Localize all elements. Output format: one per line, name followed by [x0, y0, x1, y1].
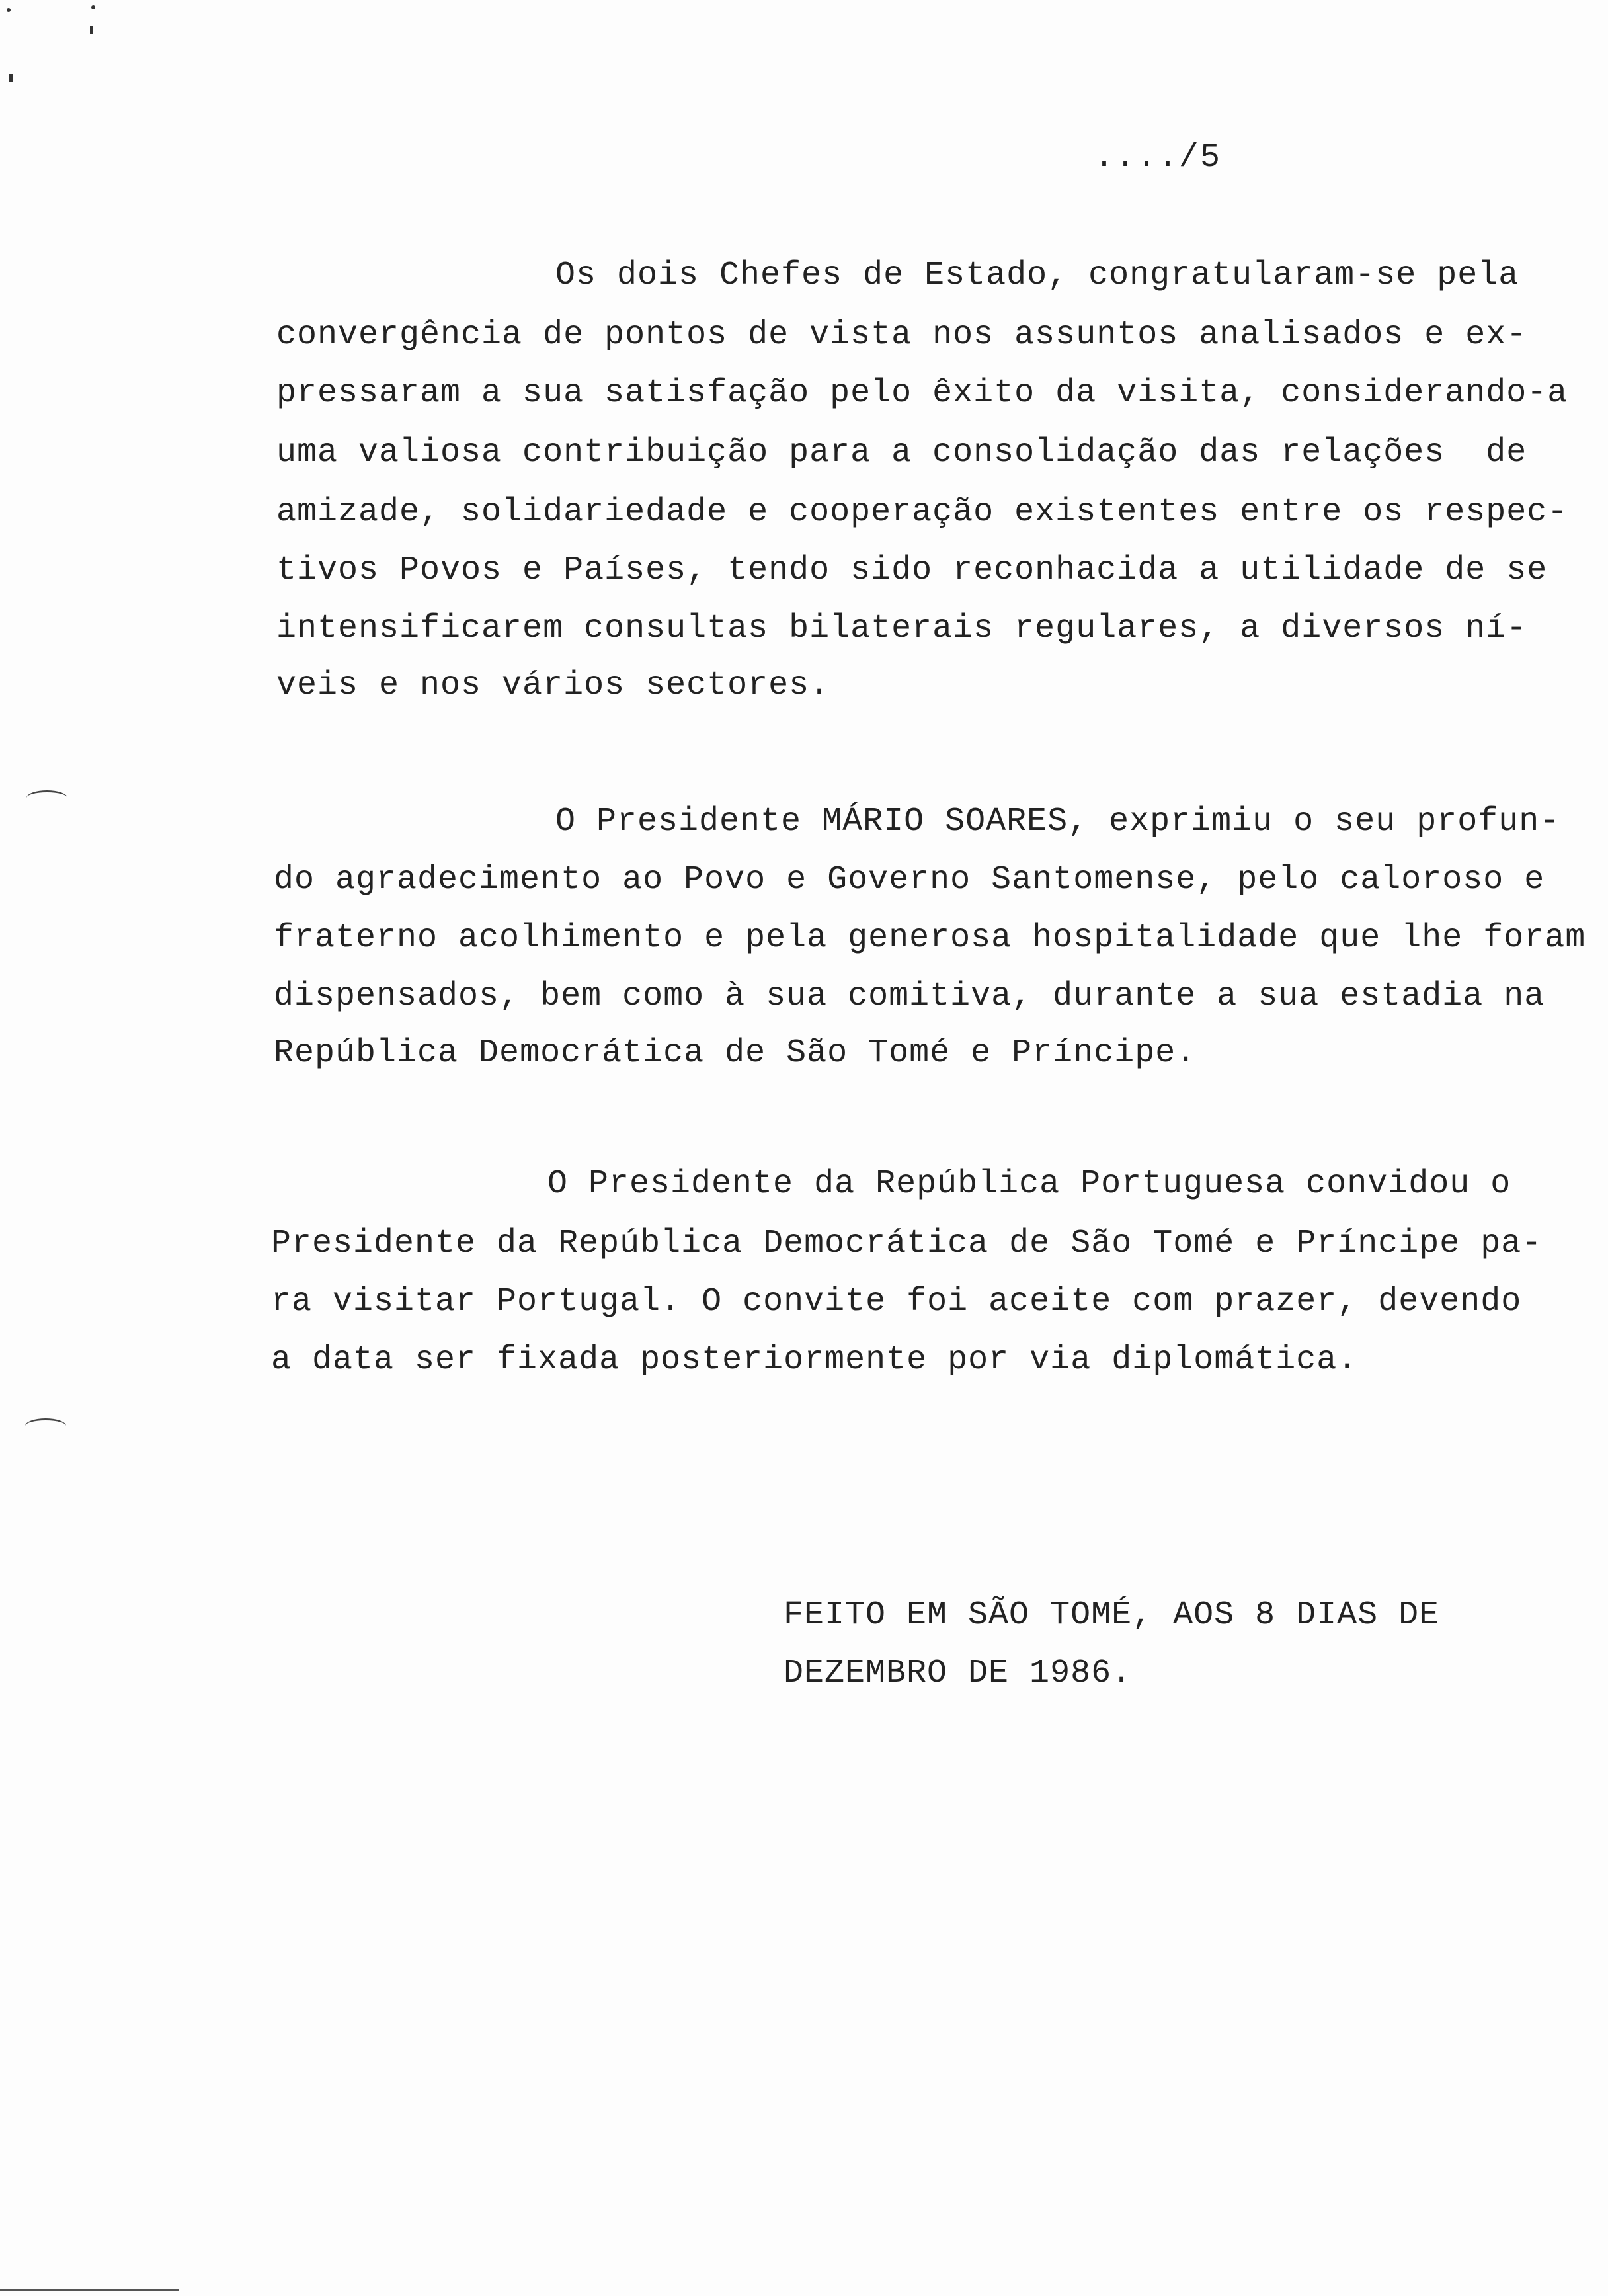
closing-line: FEITO EM SÃO TOMÉ, AOS 8 DIAS DE: [784, 1596, 1440, 1634]
scan-dot: [9, 74, 13, 82]
paragraph-line: pressaram a sua satisfação pelo êxito da visita, considerando-a: [276, 374, 1568, 412]
paragraph-line: amizade, solidariedade e cooperação existentes entre os respec-: [276, 493, 1568, 531]
scan-dot: [90, 26, 93, 34]
paragraph-line: dispensados, bem como à sua comitiva, durante a sua estadia na: [274, 977, 1545, 1015]
page-number: ..../5: [1094, 139, 1222, 177]
paragraph-line: convergência de pontos de vista nos assuntos analisados e ex-: [276, 316, 1527, 354]
scan-dot: [7, 8, 11, 12]
paragraph-line: tivos Povos e Países, tendo sido reconhacida a utilidade de se: [276, 552, 1548, 589]
paragraph-line: a data ser fixada posteriormente por via diplomática.: [271, 1341, 1358, 1379]
scan-edge-line: [0, 2289, 179, 2291]
paragraph-line: Presidente da República Democrática de São Tomé e Príncipe pa-: [271, 1225, 1543, 1262]
paragraph-line: intensificarem consultas bilaterais regulares, a diversos ní-: [276, 610, 1527, 647]
paragraph-line: ra visitar Portugal. O convite foi aceite com prazer, devendo: [271, 1283, 1522, 1321]
closing-line: DEZEMBRO DE 1986.: [784, 1655, 1133, 1692]
paragraph-line: uma valiosa contribuição para a consolidação das relações de: [276, 434, 1527, 472]
scan-arc: [26, 790, 67, 805]
paragraph-line: fraterno acolhimento e pela generosa hospitalidade que lhe foram: [274, 919, 1586, 957]
paragraph-line: O Presidente da República Portuguesa convidou o: [547, 1165, 1511, 1203]
paragraph-line: veis e nos vários sectores.: [276, 667, 830, 704]
paragraph-line: República Democrática de São Tomé e Príncipe.: [274, 1034, 1197, 1072]
paragraph-line: O Presidente MÁRIO SOARES, exprimiu o seu profun-: [555, 803, 1560, 840]
paragraph-line: do agradecimento ao Povo e Governo Santomense, pelo caloroso e: [274, 861, 1545, 899]
scan-arc: [25, 1418, 66, 1434]
paragraph-line: Os dois Chefes de Estado, congratularam-se pela: [555, 257, 1519, 294]
scan-dot: [91, 5, 95, 9]
